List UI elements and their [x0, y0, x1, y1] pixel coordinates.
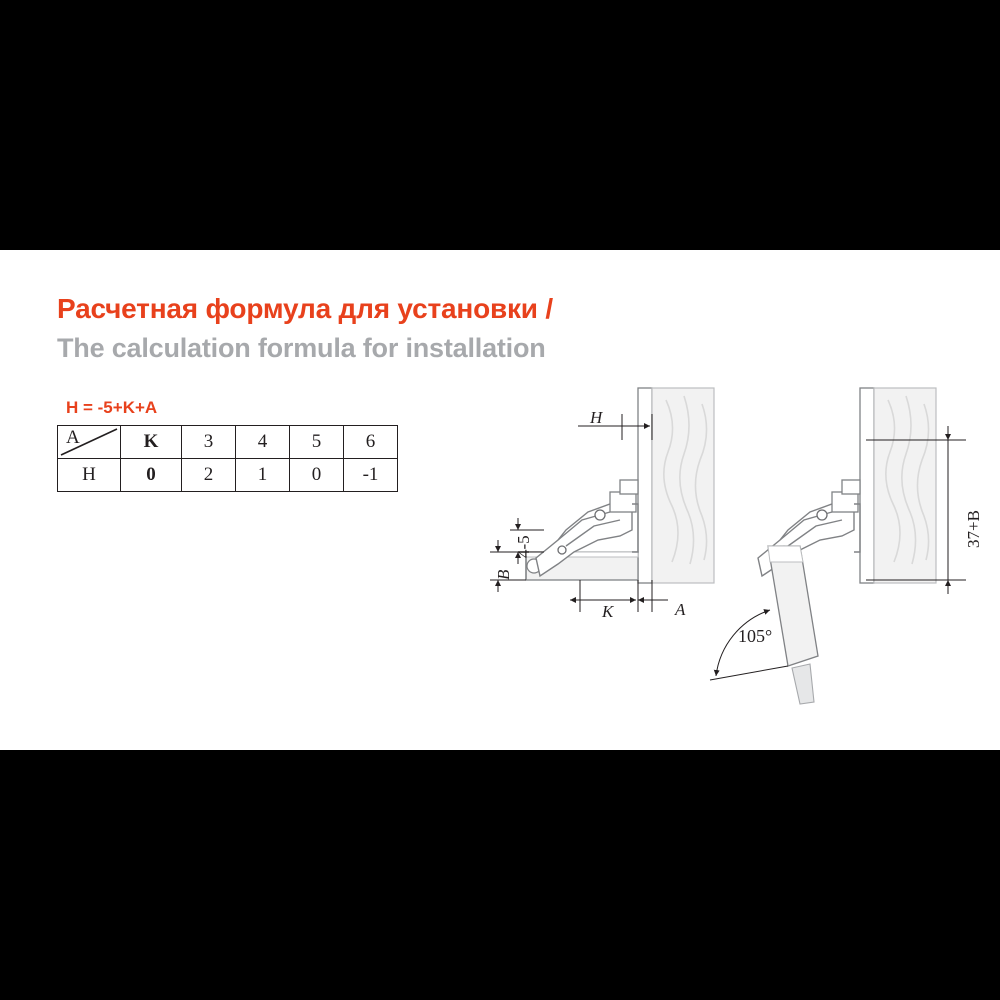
table-cell-h-first: 0	[121, 459, 182, 492]
table-corner-label-a: A	[66, 427, 80, 448]
table-corner-cell	[58, 426, 121, 459]
label-dim-h: H	[590, 408, 603, 427]
table-cell-k-3: 6	[344, 426, 398, 459]
formula-text: H = -5+K+A	[66, 398, 158, 417]
table-row-label-h: H	[58, 459, 121, 492]
label-dim-a: A	[675, 600, 686, 619]
table-row-h	[58, 459, 398, 492]
table-cell-k-1: 4	[236, 426, 290, 459]
table-cell-k-0: 3	[182, 426, 236, 459]
label-dim-37b: 37+B	[964, 510, 983, 548]
right-cabinet-panel	[860, 388, 936, 583]
table-cell-h-0: 2	[182, 459, 236, 492]
table-cell-k-2: 5	[290, 426, 344, 459]
label-dim-b: B	[494, 569, 513, 580]
table-cell-h-1: 1	[236, 459, 290, 492]
content-sheet	[0, 250, 1000, 750]
table-cell-h-2: 0	[290, 459, 344, 492]
right-open-door	[768, 546, 818, 704]
page-title-ru: Расчетная формула для установки /	[57, 293, 553, 324]
left-cabinet-panel	[638, 388, 714, 583]
table-corner-label-k: K	[121, 426, 182, 459]
table-row-k	[58, 426, 398, 459]
calculation-table	[57, 425, 398, 492]
label-dim-k: K	[602, 602, 614, 621]
table-cell-h-3: -1	[344, 459, 398, 492]
label-dim-4-5: 4-5	[514, 535, 533, 558]
label-angle-105: 105°	[738, 626, 773, 646]
diagram-vector	[470, 380, 990, 720]
hinge-installation-diagram	[470, 380, 990, 720]
dim-K-A-left	[570, 580, 668, 612]
page-title-en: The calculation formula for installation	[57, 333, 546, 363]
